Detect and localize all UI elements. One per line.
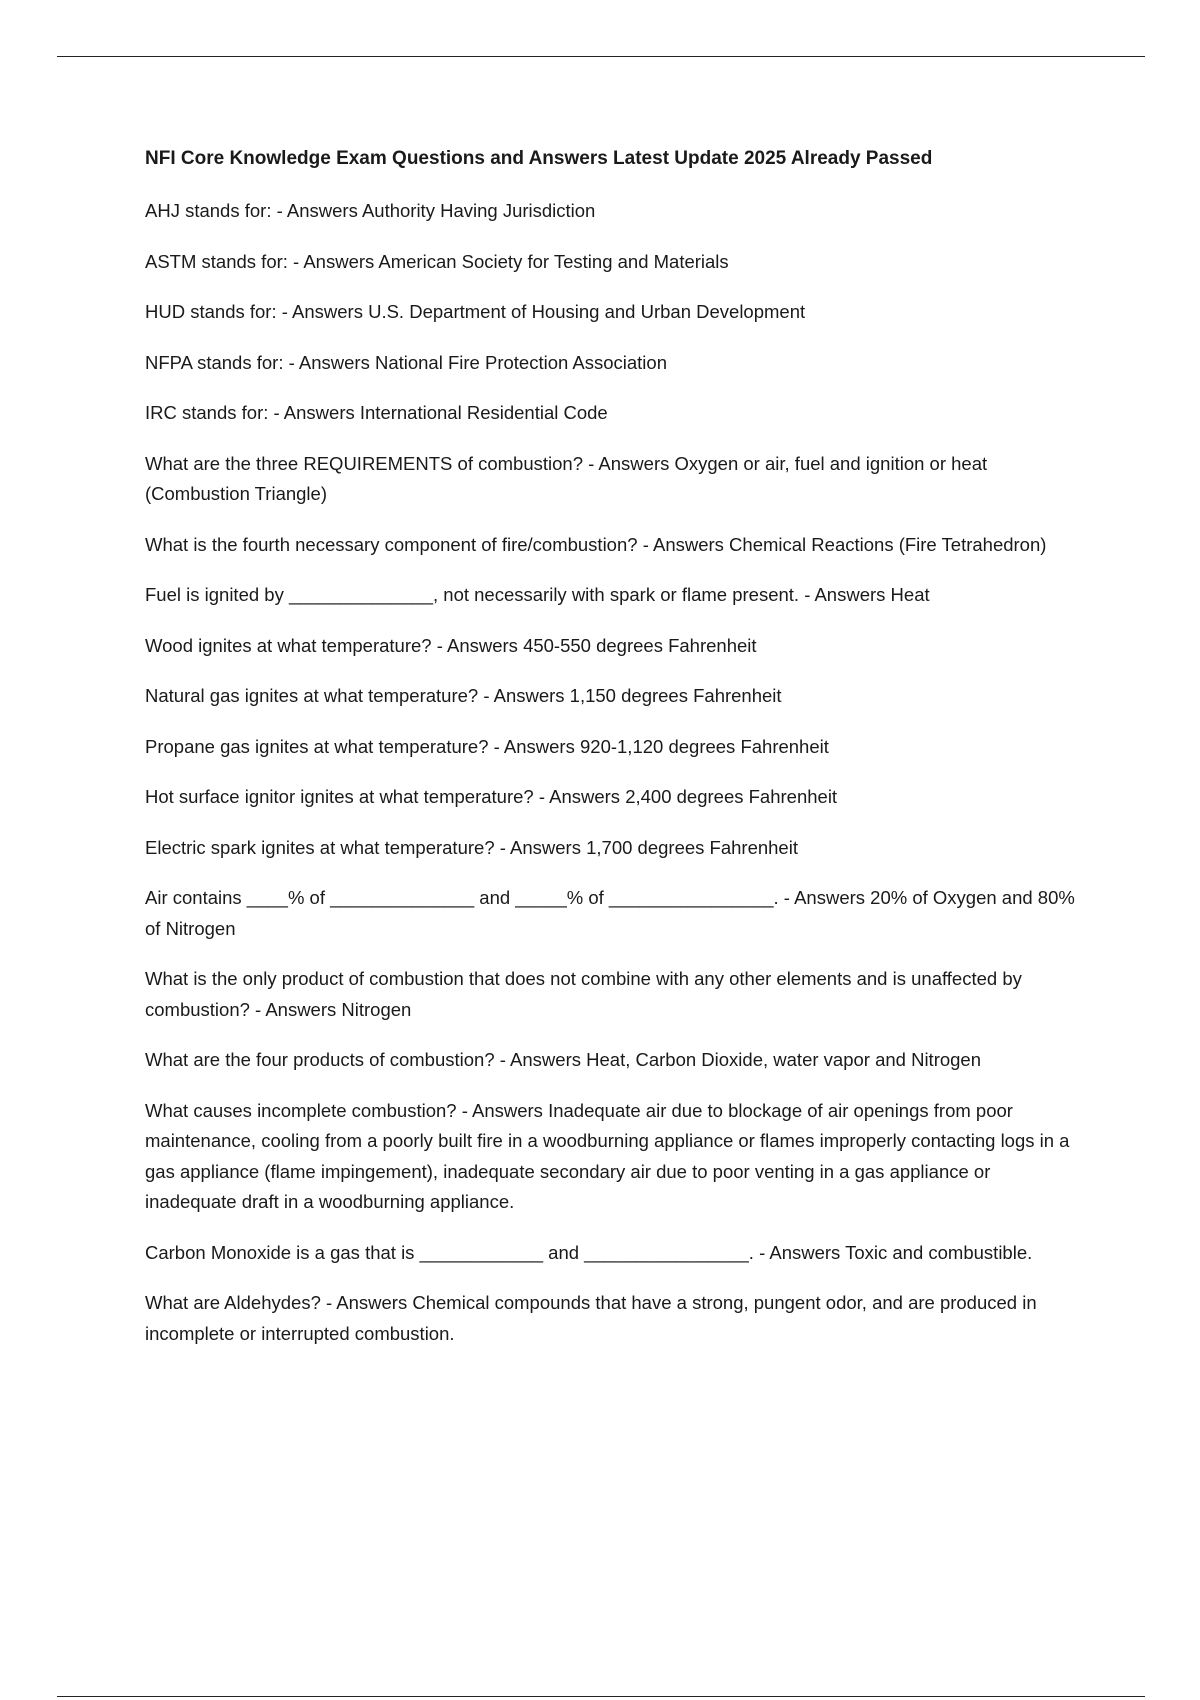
- qa-item: Natural gas ignites at what temperature? - Answers 1,150 degrees Fahrenheit: [145, 685, 782, 706]
- qa-item: What are the three REQUIREMENTS of combustion? - Answers Oxygen or air, fuel and ignition or heat (Combustion Triangle): [145, 452, 988, 504]
- qa-item: NFPA stands for: - Answers National Fire Protection Association: [145, 351, 667, 373]
- qa-item: What is the fourth necessary component of fire/combustion? - Answers Chemical Reactions (Fire Tetrahedron): [145, 533, 1047, 555]
- qa-item: What are the four products of combustion? - Answers Heat, Carbon Dioxide, water vapor and Nitrogen: [145, 1049, 982, 1070]
- qa-item: AHJ stands for: - Answers Authority Having Jurisdiction: [145, 200, 596, 221]
- qa-item: Air contains ____% of ______________ and _____% of ________________. - Answers 20% of Oxygen and 80% of Nitrogen: [145, 887, 1075, 939]
- qa-item: Wood ignites at what temperature? - Answers 450-550 degrees Fahrenheit: [145, 634, 757, 656]
- document-body: [145, 144, 1085, 1369]
- qa-item: What are Aldehydes? - Answers Chemical compounds that have a strong, pungent odor, and are produced in incomplete or interrupted combustion.: [145, 1292, 1037, 1344]
- footer-rule: [57, 1696, 1145, 1697]
- qa-item: Propane gas ignites at what temperature? - Answers 920-1,120 degrees Fahrenheit: [145, 735, 829, 757]
- qa-item: Hot surface ignitor ignites at what temperature? - Answers 2,400 degrees Fahrenheit: [145, 786, 838, 807]
- qa-item: What is the only product of combustion that does not combine with any other elements and is unaffected by combustion? - Answers Nitrogen: [145, 968, 1022, 1020]
- qa-item: Fuel is ignited by ______________, not necessarily with spark or flame present. - Answers Heat: [145, 584, 930, 605]
- qa-item: ASTM stands for: - Answers American Society for Testing and Materials: [145, 250, 729, 272]
- qa-item: Carbon Monoxide is a gas that is ____________ and ________________. - Answers Toxic and combustible.: [145, 1241, 1033, 1263]
- qa-item: IRC stands for: - Answers International Residential Code: [145, 402, 608, 423]
- qa-item: HUD stands for: - Answers U.S. Department of Housing and Urban Development: [145, 301, 806, 322]
- document-title: NFI Core Knowledge Exam Questions and Answers Latest Update 2025 Already Passed: [145, 148, 933, 169]
- qa-item: What causes incomplete combustion? - Answers Inadequate air due to blockage of air openings from poor maintenance, cooling from a poorly built fire in a woodburning appliance or flames improperly contacting logs in a gas appliance (flame impingement), inadequate secondary air due to poor venting in a gas appliance or inadequate draft in a woodburning appliance.: [145, 1099, 1070, 1212]
- header-rule: [57, 56, 1145, 57]
- qa-item: Electric spark ignites at what temperature? - Answers 1,700 degrees Fahrenheit: [145, 836, 798, 858]
